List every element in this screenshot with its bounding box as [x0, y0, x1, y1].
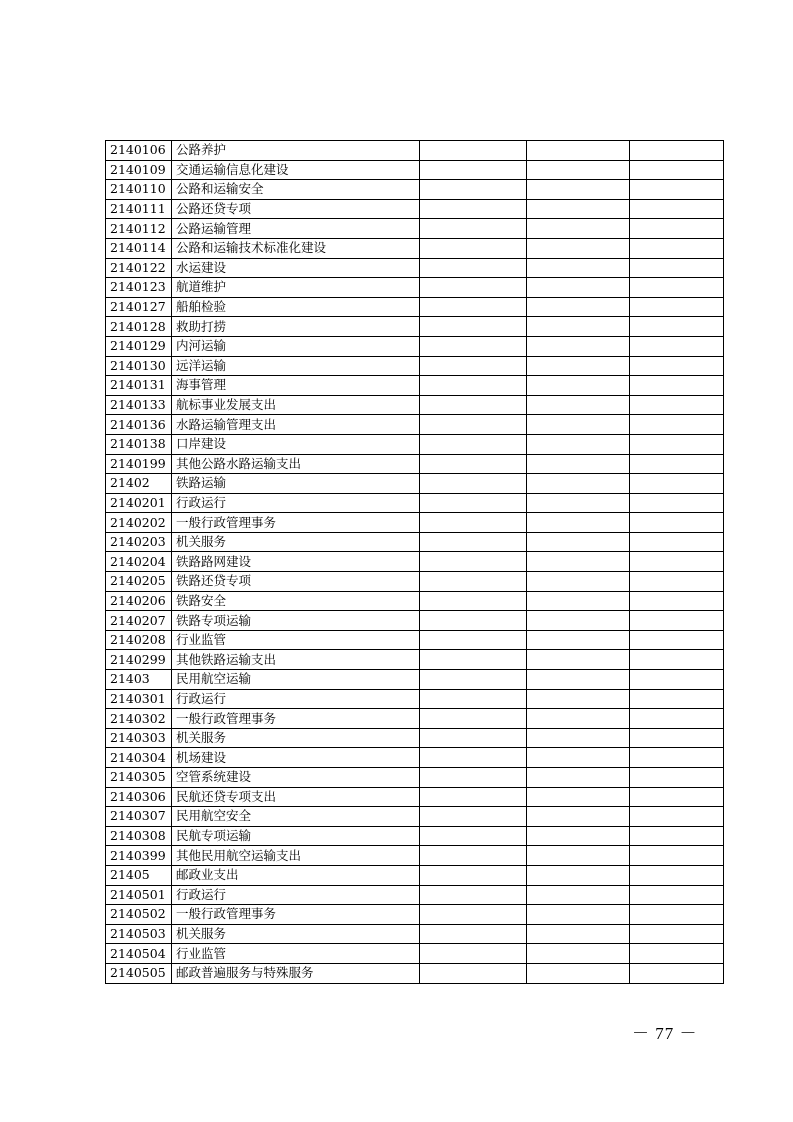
value-cell-1 — [420, 552, 527, 572]
subject-code-cell: 2140129 — [106, 336, 172, 356]
value-cell-2 — [527, 395, 630, 415]
value-cell-1 — [420, 356, 527, 376]
value-cell-1 — [420, 160, 527, 180]
subject-name-cell: 机场建设 — [172, 748, 420, 768]
value-cell-3 — [630, 454, 724, 474]
value-cell-3 — [630, 395, 724, 415]
subject-code-cell: 2140203 — [106, 532, 172, 552]
value-cell-3 — [630, 768, 724, 788]
subject-code-cell: 2140304 — [106, 748, 172, 768]
value-cell-2 — [527, 493, 630, 513]
value-cell-3 — [630, 611, 724, 631]
table-row — [106, 591, 724, 611]
subject-name-cell: 铁路安全 — [172, 591, 420, 611]
subject-code-cell: 2140131 — [106, 376, 172, 396]
page-number: － 77 － — [632, 1024, 698, 1043]
value-cell-2 — [527, 885, 630, 905]
subject-name-cell: 水运建设 — [172, 258, 420, 278]
subject-name-cell: 空管系统建设 — [172, 768, 420, 788]
subject-name-cell: 内河运输 — [172, 336, 420, 356]
table-row — [106, 846, 724, 866]
table-row — [106, 454, 724, 474]
value-cell-1 — [420, 415, 527, 435]
subject-code-cell: 21402 — [106, 474, 172, 494]
value-cell-2 — [527, 689, 630, 709]
value-cell-1 — [420, 650, 527, 670]
value-cell-1 — [420, 689, 527, 709]
value-cell-1 — [420, 865, 527, 885]
table-row — [106, 826, 724, 846]
value-cell-3 — [630, 493, 724, 513]
value-cell-2 — [527, 787, 630, 807]
value-cell-2 — [527, 434, 630, 454]
table-row — [106, 278, 724, 298]
table-row — [106, 219, 724, 239]
value-cell-3 — [630, 199, 724, 219]
value-cell-3 — [630, 728, 724, 748]
value-cell-1 — [420, 180, 527, 200]
subject-code-cell: 2140111 — [106, 199, 172, 219]
value-cell-3 — [630, 297, 724, 317]
value-cell-2 — [527, 474, 630, 494]
table-row — [106, 415, 724, 435]
table-row — [106, 748, 724, 768]
value-cell-3 — [630, 924, 724, 944]
table-row — [106, 297, 724, 317]
value-cell-3 — [630, 219, 724, 239]
value-cell-1 — [420, 846, 527, 866]
value-cell-3 — [630, 258, 724, 278]
subject-name-cell: 铁路运输 — [172, 474, 420, 494]
subject-name-cell: 铁路路网建设 — [172, 552, 420, 572]
subject-name-cell: 公路和运输技术标准化建设 — [172, 238, 420, 258]
table-row — [106, 905, 724, 925]
subject-name-cell: 民用航空运输 — [172, 670, 420, 690]
value-cell-1 — [420, 219, 527, 239]
value-cell-3 — [630, 532, 724, 552]
subject-name-cell: 船舶检验 — [172, 297, 420, 317]
budget-table — [105, 140, 724, 984]
value-cell-3 — [630, 336, 724, 356]
value-cell-2 — [527, 591, 630, 611]
subject-name-cell: 口岸建设 — [172, 434, 420, 454]
value-cell-3 — [630, 513, 724, 533]
value-cell-2 — [527, 278, 630, 298]
value-cell-2 — [527, 748, 630, 768]
value-cell-3 — [630, 670, 724, 690]
subject-name-cell: 民航还贷专项支出 — [172, 787, 420, 807]
value-cell-2 — [527, 356, 630, 376]
value-cell-1 — [420, 572, 527, 592]
value-cell-1 — [420, 944, 527, 964]
subject-name-cell: 铁路还贷专项 — [172, 572, 420, 592]
subject-code-cell: 2140130 — [106, 356, 172, 376]
value-cell-2 — [527, 180, 630, 200]
subject-code-cell: 2140505 — [106, 963, 172, 983]
subject-code-cell: 2140128 — [106, 317, 172, 337]
value-cell-2 — [527, 552, 630, 572]
subject-code-cell: 2140112 — [106, 219, 172, 239]
subject-code-cell: 2140109 — [106, 160, 172, 180]
subject-code-cell: 2140106 — [106, 141, 172, 161]
subject-name-cell: 交通运输信息化建设 — [172, 160, 420, 180]
value-cell-2 — [527, 865, 630, 885]
subject-code-cell: 2140302 — [106, 709, 172, 729]
subject-code-cell: 2140110 — [106, 180, 172, 200]
subject-code-cell: 2140206 — [106, 591, 172, 611]
value-cell-1 — [420, 493, 527, 513]
subject-name-cell: 一般行政管理事务 — [172, 709, 420, 729]
value-cell-3 — [630, 963, 724, 983]
subject-code-cell: 2140303 — [106, 728, 172, 748]
value-cell-3 — [630, 630, 724, 650]
subject-code-cell: 2140199 — [106, 454, 172, 474]
value-cell-2 — [527, 807, 630, 827]
value-cell-1 — [420, 905, 527, 925]
subject-name-cell: 航标事业发展支出 — [172, 395, 420, 415]
value-cell-3 — [630, 826, 724, 846]
table-row — [106, 650, 724, 670]
subject-name-cell: 其他民用航空运输支出 — [172, 846, 420, 866]
table-row — [106, 807, 724, 827]
table-row — [106, 768, 724, 788]
value-cell-2 — [527, 826, 630, 846]
table-row — [106, 356, 724, 376]
subject-code-cell: 2140502 — [106, 905, 172, 925]
value-cell-1 — [420, 709, 527, 729]
value-cell-2 — [527, 963, 630, 983]
value-cell-1 — [420, 336, 527, 356]
table-row — [106, 141, 724, 161]
subject-code-cell: 2140299 — [106, 650, 172, 670]
value-cell-3 — [630, 552, 724, 572]
value-cell-3 — [630, 885, 724, 905]
value-cell-2 — [527, 219, 630, 239]
subject-name-cell: 机关服务 — [172, 924, 420, 944]
subject-code-cell: 2140122 — [106, 258, 172, 278]
value-cell-3 — [630, 787, 724, 807]
value-cell-1 — [420, 611, 527, 631]
subject-name-cell: 救助打捞 — [172, 317, 420, 337]
subject-code-cell: 2140501 — [106, 885, 172, 905]
value-cell-2 — [527, 141, 630, 161]
value-cell-3 — [630, 591, 724, 611]
value-cell-3 — [630, 141, 724, 161]
subject-code-cell: 2140114 — [106, 238, 172, 258]
subject-name-cell: 航道维护 — [172, 278, 420, 298]
value-cell-2 — [527, 905, 630, 925]
subject-code-cell: 2140204 — [106, 552, 172, 572]
table-row — [106, 572, 724, 592]
table-row — [106, 532, 724, 552]
subject-code-cell: 2140127 — [106, 297, 172, 317]
value-cell-3 — [630, 905, 724, 925]
value-cell-2 — [527, 258, 630, 278]
value-cell-1 — [420, 728, 527, 748]
subject-code-cell: 2140202 — [106, 513, 172, 533]
value-cell-1 — [420, 297, 527, 317]
value-cell-2 — [527, 199, 630, 219]
value-cell-2 — [527, 846, 630, 866]
subject-name-cell: 行政运行 — [172, 885, 420, 905]
value-cell-3 — [630, 238, 724, 258]
subject-name-cell: 公路养护 — [172, 141, 420, 161]
value-cell-2 — [527, 513, 630, 533]
value-cell-3 — [630, 434, 724, 454]
subject-name-cell: 民用航空安全 — [172, 807, 420, 827]
value-cell-2 — [527, 160, 630, 180]
table-row — [106, 199, 724, 219]
value-cell-3 — [630, 807, 724, 827]
value-cell-3 — [630, 278, 724, 298]
subject-name-cell: 水路运输管理支出 — [172, 415, 420, 435]
value-cell-2 — [527, 317, 630, 337]
value-cell-1 — [420, 434, 527, 454]
subject-name-cell: 一般行政管理事务 — [172, 513, 420, 533]
value-cell-1 — [420, 376, 527, 396]
value-cell-3 — [630, 180, 724, 200]
subject-code-cell: 2140503 — [106, 924, 172, 944]
subject-code-cell: 2140136 — [106, 415, 172, 435]
value-cell-3 — [630, 160, 724, 180]
value-cell-2 — [527, 454, 630, 474]
subject-name-cell: 行业监管 — [172, 944, 420, 964]
subject-code-cell: 2140305 — [106, 768, 172, 788]
value-cell-2 — [527, 297, 630, 317]
subject-name-cell: 海事管理 — [172, 376, 420, 396]
value-cell-1 — [420, 591, 527, 611]
value-cell-1 — [420, 199, 527, 219]
value-cell-2 — [527, 924, 630, 944]
subject-code-cell: 2140307 — [106, 807, 172, 827]
subject-code-cell: 21403 — [106, 670, 172, 690]
value-cell-1 — [420, 885, 527, 905]
value-cell-3 — [630, 356, 724, 376]
value-cell-1 — [420, 670, 527, 690]
subject-code-cell: 2140504 — [106, 944, 172, 964]
value-cell-1 — [420, 826, 527, 846]
table-row — [106, 493, 724, 513]
value-cell-1 — [420, 513, 527, 533]
value-cell-2 — [527, 709, 630, 729]
value-cell-3 — [630, 865, 724, 885]
subject-code-cell: 2140399 — [106, 846, 172, 866]
value-cell-1 — [420, 395, 527, 415]
value-cell-2 — [527, 336, 630, 356]
value-cell-2 — [527, 670, 630, 690]
value-cell-1 — [420, 768, 527, 788]
value-cell-2 — [527, 415, 630, 435]
table-row — [106, 474, 724, 494]
subject-code-cell: 2140123 — [106, 278, 172, 298]
subject-name-cell: 一般行政管理事务 — [172, 905, 420, 925]
value-cell-2 — [527, 532, 630, 552]
subject-name-cell: 公路运输管理 — [172, 219, 420, 239]
value-cell-1 — [420, 317, 527, 337]
value-cell-3 — [630, 709, 724, 729]
subject-code-cell: 2140308 — [106, 826, 172, 846]
value-cell-3 — [630, 748, 724, 768]
subject-code-cell: 2140301 — [106, 689, 172, 709]
table-row — [106, 434, 724, 454]
value-cell-3 — [630, 474, 724, 494]
value-cell-2 — [527, 238, 630, 258]
subject-name-cell: 邮政业支出 — [172, 865, 420, 885]
table-row — [106, 963, 724, 983]
subject-name-cell: 远洋运输 — [172, 356, 420, 376]
table-row — [106, 317, 724, 337]
value-cell-1 — [420, 454, 527, 474]
value-cell-2 — [527, 650, 630, 670]
value-cell-1 — [420, 238, 527, 258]
table-row — [106, 944, 724, 964]
subject-name-cell: 公路和运输安全 — [172, 180, 420, 200]
value-cell-1 — [420, 630, 527, 650]
value-cell-3 — [630, 376, 724, 396]
value-cell-1 — [420, 532, 527, 552]
table-row — [106, 395, 724, 415]
value-cell-2 — [527, 630, 630, 650]
value-cell-1 — [420, 807, 527, 827]
table-row — [106, 924, 724, 944]
table-row — [106, 238, 724, 258]
value-cell-1 — [420, 141, 527, 161]
value-cell-3 — [630, 846, 724, 866]
value-cell-1 — [420, 748, 527, 768]
table-row — [106, 180, 724, 200]
subject-code-cell: 2140207 — [106, 611, 172, 631]
subject-name-cell: 机关服务 — [172, 728, 420, 748]
table-row — [106, 865, 724, 885]
value-cell-3 — [630, 572, 724, 592]
value-cell-1 — [420, 474, 527, 494]
subject-name-cell: 行业监管 — [172, 630, 420, 650]
table-row — [106, 670, 724, 690]
subject-name-cell: 公路还贷专项 — [172, 199, 420, 219]
subject-name-cell: 其他公路水路运输支出 — [172, 454, 420, 474]
subject-code-cell: 2140133 — [106, 395, 172, 415]
table-row — [106, 611, 724, 631]
table-row — [106, 689, 724, 709]
value-cell-1 — [420, 924, 527, 944]
value-cell-3 — [630, 650, 724, 670]
subject-code-cell: 2140205 — [106, 572, 172, 592]
subject-name-cell: 民航专项运输 — [172, 826, 420, 846]
value-cell-2 — [527, 768, 630, 788]
subject-code-cell: 2140208 — [106, 630, 172, 650]
table-row — [106, 630, 724, 650]
value-cell-1 — [420, 787, 527, 807]
value-cell-2 — [527, 728, 630, 748]
subject-code-cell: 21405 — [106, 865, 172, 885]
table-row — [106, 513, 724, 533]
value-cell-3 — [630, 415, 724, 435]
subject-name-cell: 铁路专项运输 — [172, 611, 420, 631]
value-cell-3 — [630, 689, 724, 709]
subject-code-cell: 2140306 — [106, 787, 172, 807]
value-cell-3 — [630, 944, 724, 964]
table-row — [106, 336, 724, 356]
subject-name-cell: 行政运行 — [172, 493, 420, 513]
subject-name-cell: 行政运行 — [172, 689, 420, 709]
subject-name-cell: 其他铁路运输支出 — [172, 650, 420, 670]
table-row — [106, 552, 724, 572]
table-row — [106, 376, 724, 396]
value-cell-2 — [527, 376, 630, 396]
table-row — [106, 787, 724, 807]
subject-code-cell: 2140201 — [106, 493, 172, 513]
table-row — [106, 885, 724, 905]
value-cell-1 — [420, 278, 527, 298]
value-cell-2 — [527, 944, 630, 964]
subject-name-cell: 机关服务 — [172, 532, 420, 552]
value-cell-1 — [420, 258, 527, 278]
table-row — [106, 160, 724, 180]
table-row — [106, 258, 724, 278]
value-cell-2 — [527, 572, 630, 592]
subject-name-cell: 邮政普遍服务与特殊服务 — [172, 963, 420, 983]
subject-code-cell: 2140138 — [106, 434, 172, 454]
value-cell-2 — [527, 611, 630, 631]
value-cell-1 — [420, 963, 527, 983]
budget-table-body — [106, 141, 724, 984]
table-row — [106, 709, 724, 729]
value-cell-3 — [630, 317, 724, 337]
table-row — [106, 728, 724, 748]
